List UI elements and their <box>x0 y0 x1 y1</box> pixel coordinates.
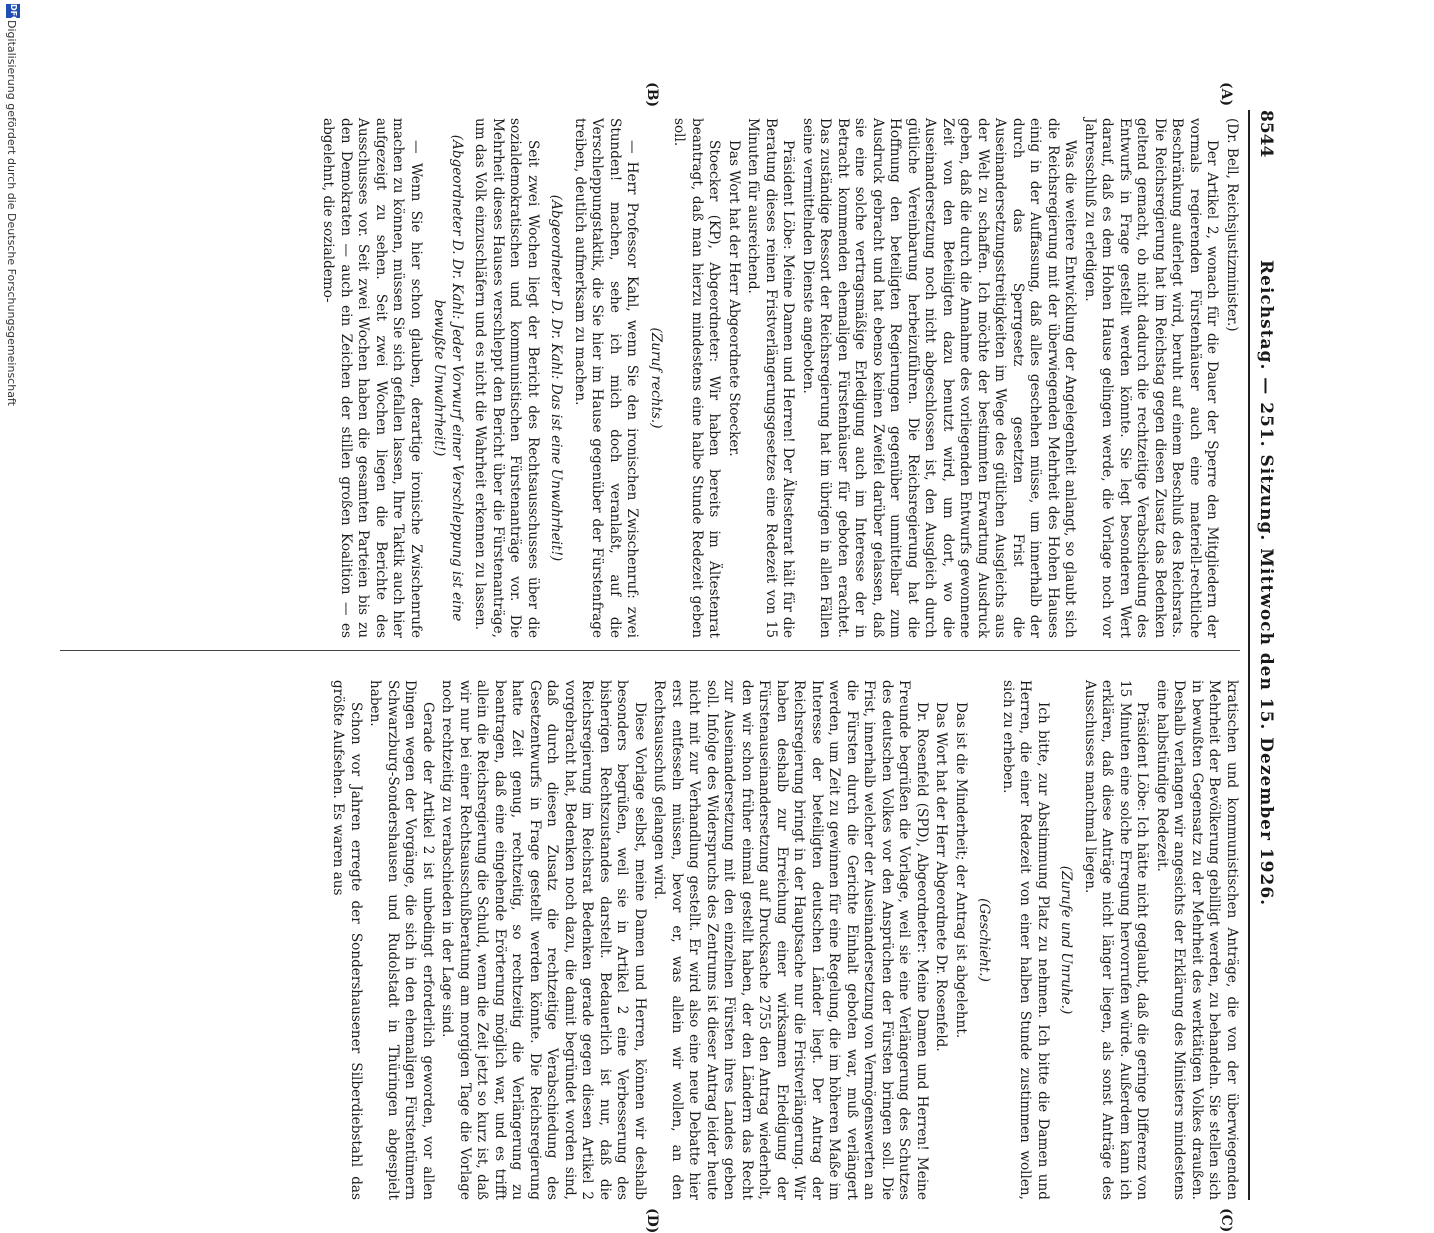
left-paragraph: Das Wort hat der Herr Abgeordnete Stoecker. <box>726 140 742 457</box>
right-column <box>327 680 1240 1200</box>
left-paragraph: Präsident Löbe: Meine Damen und Herren! Der Ältestenrat hält für die Beratung dieses reinen Fristverlängerungsgesetzes eine Redezeit von 15 Minuten für ausreichend. <box>745 118 797 638</box>
header-rule <box>1248 110 1250 1200</box>
right-paragraph: Ich bitte, zur Abstimmung Platz zu nehmen. Ich bitte die Damen und Herren, die einer Redezeit von einer halben Stunde zustimmen wollen, sich zu erheben. <box>1000 680 1051 1200</box>
dfg-logo: DFG <box>6 4 20 18</box>
right-paragraph: Diese Vorlage selbst, meine Damen und Herren, können wir deshalb besonders begrüßen, weil sie in Artikel 2 eine Verbesserung des bisherigen Rechtszustandes darstellt. Bedauerlich ist nur, daß die Reichsregierung im Reichsrat Bedenken gerade gegen diesen Artikel 2 vorgebracht hat, Bedenken noch dazu, die damit begründet worden sind, daß durch diesen Zusatz die rechtzeitige Verabschiedung des Gesetzentwurfs in Frage gestellt werden könnte. Die Reichsregierung hatte Zeit genug, rechtzeitig, so rechtzeitig die Verlängerung zu beantragen, daß eine eingehende Erörterung möglich war, und es trifft allein die Reichsregierung die Schuld, wenn die Zeit jetzt so kurz ist, daß wir nur bei einer Rechtsausschußberatung am morgigen Tage die Vorlage noch rechtzeitig zu verabschieden in der Lage sind. <box>439 680 648 1200</box>
left-paragraph: Stoecker (KP), Abgeordneter: Wir haben bereits im Ältestenrat beantragt, daß man hierzu mindestens eine halbe Stunde Redezeit geben soll. <box>671 118 723 638</box>
left-paragraph: (Abgeordneter D. Dr. Kahl: Jeder Vorwurf einer Verschleppung ist eine bewußte Unwahrheit!) <box>431 134 465 622</box>
left-paragraph: — Wenn Sie hier schon glauben, derartige ironische Zwischenrufe machen zu können, müssen Sie sich gefallen lassen, Ihre Taktik auch hier aufgezeigt zu sehen. Seit zwei Wochen liegen die Berichte des Ausschusses vor. Seit zwei Wochen haben die gesamten Parteien bis zu den Demokraten — auch ein Zeichen der stillen großen Koalition — es abgelehnt, die sozialdemo- <box>320 118 424 638</box>
right-paragraph: (Geschieht.) <box>976 898 993 982</box>
left-paragraph: (Zuruf rechts.) <box>648 327 664 429</box>
right-paragraph: Schon vor Jahren erregte der Sondershausener Silberdiebstahl das größte Aufsehen. Es waren aus <box>330 680 364 1200</box>
margin-mark-d: (D) <box>644 1208 660 1233</box>
left-paragraph: Der Artikel 2, wonach für die Dauer der Sperre den Mitgliedern der vormals regierenden Fürstenhäuser auch eine materiell-rechtliche Beschränkung auferlegt wird, beruht auf einem Beschluß des Reichsrats. Die Reichsregierung hat im Reichstag gegen diesen Zusatz das Bedenken geltend gemacht, ob nicht dadurch die rechtzeitige Verabschiedung des Entwurfs in Frage gestellt werden könnte. Sie legt besonderen Wert darauf, daß es dem Hohen Hause gelingen werde, die Vorlage noch vor Jahresschluß zu erledigen. <box>1082 118 1221 638</box>
footer-credit: Digitalisierung gefördert durch die Deutsche Forschungsgemeinschaft <box>5 20 18 406</box>
footer <box>0 0 20 1000</box>
left-paragraph: (Dr. Bell, Reichsjustizminister.) <box>1224 118 1240 332</box>
right-paragraph: Präsident Löbe: Ich hätte nicht geglaubt, daß die geringe Differenz von 15 Minuten eine solche Erregung hervorrufen würde. Außerdem kann ich erklären, daß diese Anträge nicht länger liegen, als sonst Anträge des Ausschusses manchmal liegen. <box>1082 680 1151 1200</box>
right-paragraph: (Zurufe und Unruhe.) <box>1058 865 1075 1015</box>
column-divider <box>60 650 1240 651</box>
margin-mark-b: (B) <box>644 82 660 108</box>
margin-mark-c: (C) <box>1218 1208 1234 1233</box>
left-paragraph: Was die weitere Entwicklung der Angelegenheit anlangt, so glaubt sich die Reichsregierung mit der überwiegenden Mehrheit des Hohen Hauses einig in der Auffassung, daß alles geschehen müsse, um innerhalb der durch das Sperrgesetz gesetzten Frist die Auseinandersetzungsstreitigkeiten im Wege des gütlichen Ausgleichs aus der Welt zu schaffen. Ich möchte der bestimmten Erwartung Ausdruck geben, daß die durch die Annahme des vorliegenden Entwurfs gewonnene Zeit von den Beteiligten dazu benutzt wird, um dort, wo die Auseinandersetzung noch nicht abgeschlossen ist, den Ausgleich durch gütliche Vereinbarung herbeizuführen. Die Reichsregierung hat die Hoffnung den beteiligten Regierungen gegenüber unmittelbar zum Ausdruck gebracht und hat ebenso keinen Zweifel darüber gelassen, daß sie eine solche vertragsmäßige Erledigung auch im Interesse der in Betracht kommenden ehemaligen Fürstenhäuser für geboten erachtet. Das zuständige Ressort der Reichsregierung hat im übrigen in allen Fällen seine vermittelnden Dienste angeboten. <box>800 118 1079 638</box>
right-paragraph: Dr. Rosenfeld (SPD), Abgeordneter: Meine Damen und Herren! Meine Freunde begrüßen die Vorlage, weil sie eine Verlängerung des Schutzes des deutschen Volkes vor den Ansprüchen der Fürsten bringen soll. Die Frist, innerhalb welcher der Auseinandersetzung von Vermögenswerten an die Fürsten durch die Gerichte Einhalt geboten war, muß verlängert werden, um Zeit zu gewinnen für eine Regelung, die im höheren Maße im Interesse der beteiligten deutschen Länder liegt. Der Antrag der Reichsregierung bringt in der Hauptsache nur die Fristverlängerung. Wir haben deshalb zur Erreichung einer wirksamen Erledigung der Fürstenauseinandersetzung auf Drucksache 2755 den Antrag wiederholt, den wir schon früher einmal gestellt haben, der den Ländern das Recht zur Auseinandersetzung mit den einzelnen Fürsten ihres Landes geben soll. Infolge des Widerspruchs des Zentrums ist dieser Antrag leider heute nicht mit zur Verhandlung gestellt. Er wird also eine neue Debatte hier erst entfesseln müssen, bevor er, was allein wir wollen, an den Rechtsausschuß gelangen wird. <box>651 680 930 1200</box>
left-paragraph: — Herr Professor Kahl, wenn Sie den ironischen Zwischenruf: zwei Stunden! machen, sehe ich mich doch veranlaßt, auf die Verschleppungstaktik, die Sie hier im Hause gegenüber der Fürstenfrage treiben, deutlich aufmerksam zu machen. <box>572 118 641 638</box>
page-header <box>1250 110 1280 1200</box>
margin-mark-a: (A) <box>1218 82 1234 107</box>
right-paragraph: Gerade der Artikel 2 ist unbedingt erforderlich geworden, vor allen Dingen wegen der Vorgänge, die sich in den ehemaligen Fürstentümern Schwarzburg-Sondershausen und Rudolstadt in Thüringen abgespielt haben. <box>367 680 436 1200</box>
header-title: Reichstag. — 251. Sitzung. Mittwoch den 15. Dezember 1926. <box>1256 260 1276 907</box>
left-column <box>317 118 1240 638</box>
right-paragraph: kratischen und kommunistischen Anträge, die von der überwiegenden Mehrheit der Bevölkerung gebilligt werden, zu behandeln. Sie stellen sich in bewußten Gegensatz zu der Mehrheit des werktätigen Volkes draußen. Deshalb verlangen wir angesichts der Erklärung des Ministers mindestens eine halbstündige Redezeit. <box>1154 680 1240 1200</box>
right-paragraph: Das ist die Minderheit; der Antrag ist abgelehnt. <box>953 702 969 1039</box>
right-paragraph: Das Wort hat der Herr Abgeordnete Dr. Rosenfeld. <box>933 702 950 1052</box>
left-paragraph: (Abgeordneter D. Dr. Kahl: Das ist eine Unwahrheit!) <box>548 194 565 562</box>
left-paragraph: Seit zwei Wochen liegt der Bericht des Rechtsausschusses über die sozialdemokratischen und kommunistischen Fürstenanträge vor. Die Mehrheit dieses Hauses verschleppt den Bericht über die Fürstenanträge, um das Volk einzuschläfern und es nicht die Wahrheit erkennen zu lassen. <box>472 118 541 638</box>
page-number: 8544 <box>1256 110 1276 158</box>
